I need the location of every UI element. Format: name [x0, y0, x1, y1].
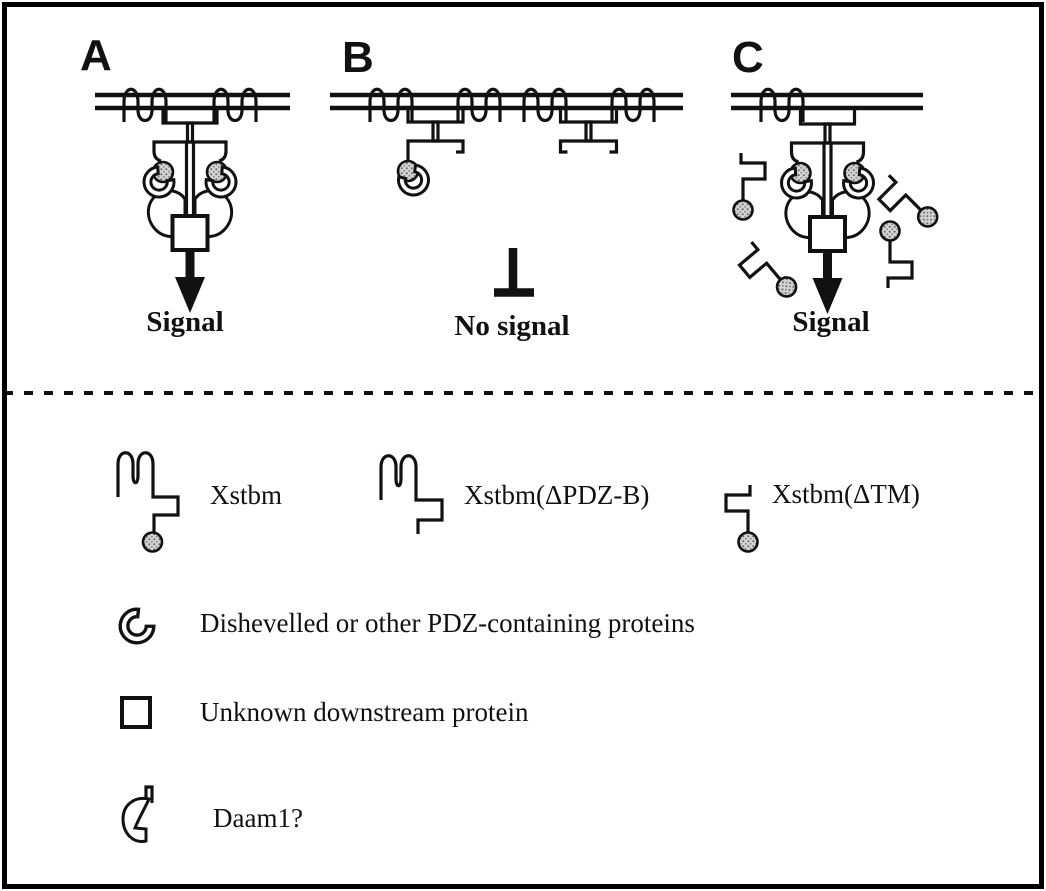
- dashed-divider: [4, 391, 1042, 395]
- legend-symbols: [113, 453, 757, 842]
- panel-b-diagram: [330, 89, 683, 292]
- signal-arrow-icon: [813, 252, 843, 314]
- panel-c-caption: Signal: [792, 306, 870, 338]
- xstbm-delta-pdz-b-icon: [381, 456, 442, 534]
- daam1-icon: [123, 787, 152, 841]
- xstbm-delta-tm-icon: [726, 485, 758, 552]
- legend-label-delta-pdzb: Xstbm(ΔPDZ-B): [464, 480, 650, 510]
- panel-a-diagram: [95, 89, 290, 313]
- legend-label-dishevelled: Dishevelled or other PDZ-containing proteins: [200, 608, 695, 638]
- unknown-downstream-protein-icon: [122, 698, 150, 727]
- panel-b-caption: No signal: [454, 310, 570, 342]
- xstbm-delta-tm-icon: [733, 237, 800, 308]
- xstbm-dimer-complex: [775, 110, 879, 251]
- panel-c-label: C: [732, 33, 764, 82]
- dishevelled-icon: [113, 605, 157, 649]
- panel-a-caption: Signal: [146, 306, 224, 338]
- xstbm-delta-pdzb-complex: [561, 109, 617, 152]
- xstbm-delta-pdzb-complex-with-dsh: [395, 109, 463, 201]
- xstbm-delta-tm-icon: [734, 153, 766, 220]
- xstbm-dimer-complex: [138, 109, 242, 250]
- legend-label-unknown: Unknown downstream protein: [200, 697, 529, 727]
- legend-label-xstbm: Xstbm: [210, 480, 283, 510]
- legend-label-delta-tm: Xstbm(ΔTM): [772, 479, 920, 509]
- signal-arrow-icon: [175, 251, 205, 313]
- panel-c-diagram: [731, 89, 941, 314]
- xstbm-delta-tm-icon: [881, 222, 913, 289]
- legend-label-daam1: Daam1?: [213, 803, 303, 833]
- panel-b-label: B: [342, 33, 374, 82]
- xstbm-icon: [118, 453, 178, 552]
- scan-artifact: [112, 3, 280, 7]
- panel-a-label: A: [80, 31, 112, 80]
- inhibition-icon: [494, 248, 534, 293]
